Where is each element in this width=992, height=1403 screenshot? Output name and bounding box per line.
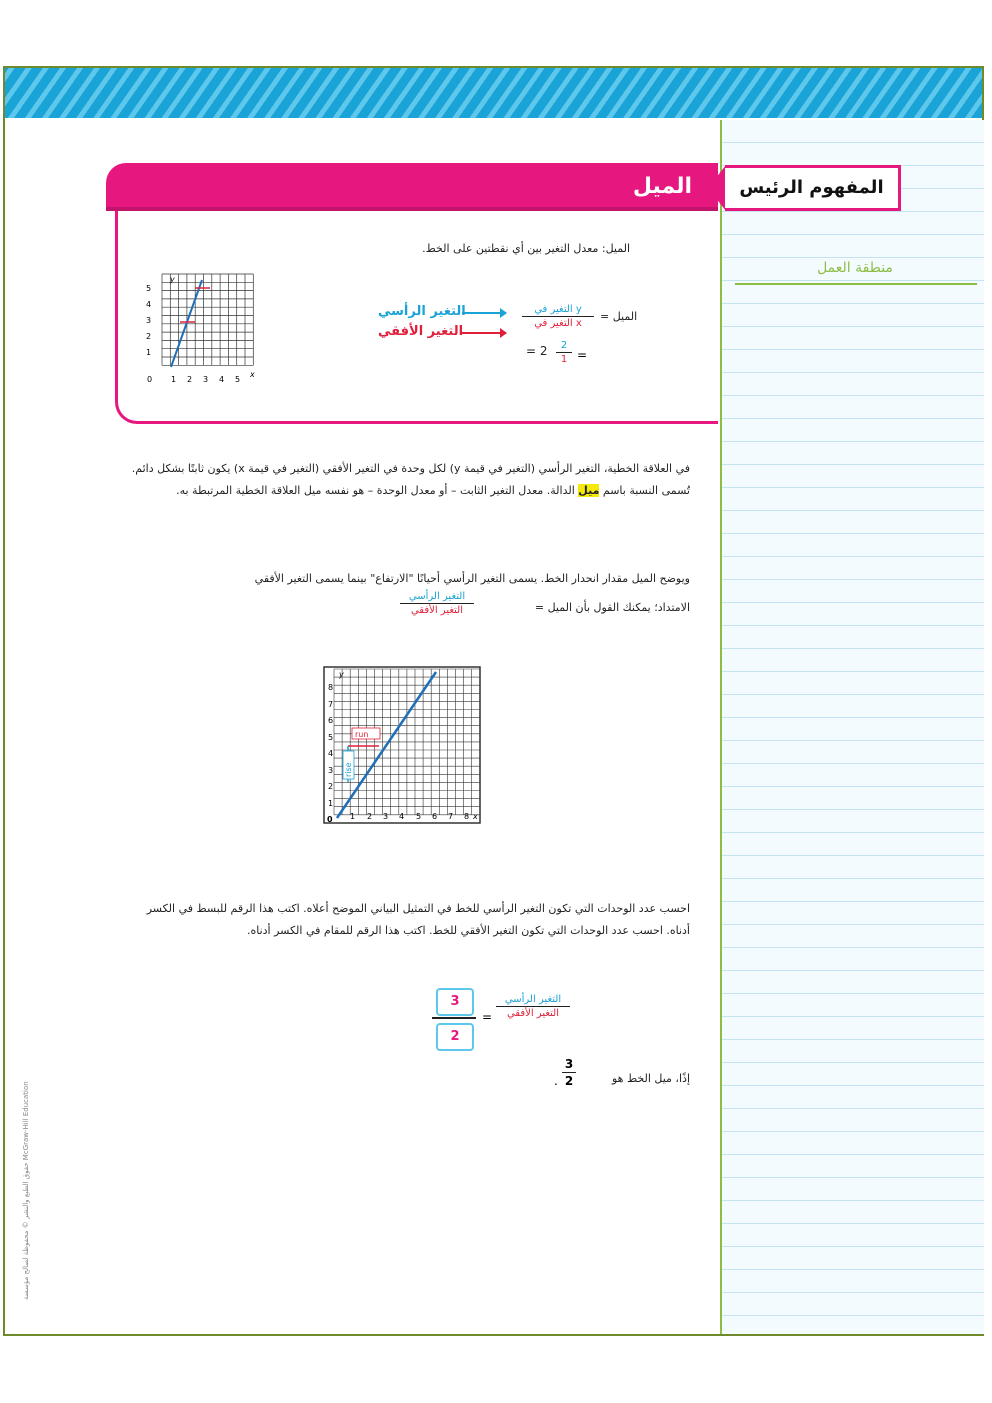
work-area-label: منطقة العمل (817, 260, 893, 276)
rise-label: rise (344, 762, 353, 777)
paragraph-steepness-line2: الامتداد؛ يمكنك القول بأن الميل = (534, 601, 690, 614)
big-y-tick: 7 (328, 700, 334, 709)
small-graph-y-tick: 3 (146, 316, 152, 325)
concept-title: الميل (632, 174, 693, 199)
slope-eq-label: الميل = (600, 310, 638, 323)
rise-run-graph-frame (324, 667, 480, 823)
steepness-numerator: التغير الرأسي (408, 591, 466, 602)
keyword-slope: ميل (578, 484, 600, 497)
answer-word-fraction (496, 994, 570, 1019)
change-in-x: التغير في x (534, 318, 582, 329)
slope-definition: الميل: معدل التغير بين أي نقطتين على الخط. (422, 242, 630, 255)
para1-after: الدالة. معدل التغير الثابت – أو معدل الوحدة – هو نفسه ميل العلاقة الخطية المرتبطة به. (176, 484, 575, 497)
slope-result: = 2 (526, 344, 548, 358)
para1-before: في العلاقة الخطية، التغير الرأسي (التغير في قيمة y) لكل وحدة في التغير الأفقي (التغير في قيمة x) يكون ثابتًا بشكل دائم. تُسمى النسبة باسم (131, 462, 690, 497)
arrow-to-horizontal (462, 332, 506, 334)
rise-run-graph-grid (334, 669, 480, 815)
big-y-tick: 8 (328, 683, 334, 692)
paragraph-instructions: احسب عدد الوحدات التي تكون التغير الرأسي للخط في التمثيل البياني الموضح أعلاه. اكتب هذا الرقم للبسط في الكسر أدناه. احسب عدد الوحدات التي تكون التغير الأفقي للخط. اكتب هذا الرقم للمقام في الكسر أدناه. (146, 902, 690, 937)
rise-run-graph-x-axis: x (473, 812, 478, 821)
small-graph-y-tick: 4 (146, 300, 152, 309)
run-label: run (355, 730, 369, 739)
notes-column (720, 120, 984, 1334)
big-x-tick: 2 (367, 812, 373, 821)
big-x-tick: 5 (416, 812, 422, 821)
small-graph-y-tick: 1 (146, 348, 152, 357)
ratio-denominator: 1 (560, 354, 568, 365)
big-x-tick: 8 (464, 812, 470, 821)
rise-run-graph (320, 665, 485, 827)
answer-equals: = (482, 1010, 493, 1024)
conclusion-text: إذًا، ميل الخط هو (611, 1072, 690, 1085)
conclusion-den: 2 (564, 1074, 574, 1088)
numerator-answer-box (436, 988, 474, 1016)
small-graph-origin: 0 (147, 375, 153, 384)
small-graph-y-tick: 2 (146, 332, 152, 341)
small-graph-x-tick: 5 (235, 375, 241, 384)
steepness-denominator: التغير الأفقي (410, 605, 464, 616)
big-x-tick: 7 (448, 812, 454, 821)
paragraph-linear-relationship (130, 458, 690, 502)
small-graph-x-tick: 1 (171, 375, 177, 384)
small-graph (140, 270, 258, 388)
numerator-answer[interactable]: 3 (436, 988, 474, 1016)
small-graph-x-axis: x (250, 370, 255, 379)
change-in-y: التغير في y (534, 304, 582, 315)
ratio-equals: = (577, 348, 588, 362)
header-banner (5, 68, 982, 118)
big-y-tick: 2 (328, 782, 334, 791)
paragraph-steepness-line1: ويوضح الميل مقدار انحدار الخط. يسمى التغير الرأسي أحيانًا "الارتفاع" بينما يسمى التغير الأفقي (254, 572, 690, 585)
conclusion-fraction (562, 1057, 576, 1088)
concept-tag: المفهوم الرئيس (725, 165, 901, 211)
small-graph-y-axis: y (170, 275, 175, 284)
concept-tag-arrow (708, 165, 726, 211)
denominator-answer[interactable]: 2 (436, 1023, 474, 1051)
rise-run-line (337, 672, 436, 818)
big-y-tick: 4 (328, 749, 334, 758)
answer-horizontal: التغير الأفقي (506, 1008, 560, 1019)
big-x-tick: 3 (383, 812, 389, 821)
denominator-answer-box (436, 1023, 474, 1051)
slope-eq-fraction (522, 304, 594, 329)
small-graph-x-tick: 4 (219, 375, 225, 384)
slope-ratio-fraction (556, 340, 572, 365)
big-y-tick: 1 (328, 799, 334, 808)
rise-run-graph-y-axis: y (339, 670, 344, 679)
conclusion-num: 3 (564, 1057, 574, 1071)
big-y-tick: 5 (328, 733, 334, 742)
steepness-fraction (400, 591, 474, 616)
copyright-credit: حقوق الطبع والنشر © محفوظة لصالح مؤسسة McGraw-Hill Education (22, 1081, 30, 1300)
conclusion-period: . (554, 1074, 558, 1088)
ratio-numerator: 2 (560, 340, 568, 351)
big-y-tick: 6 (328, 716, 334, 725)
arrow-to-vertical (462, 312, 506, 314)
answer-vertical: التغير الرأسي (504, 994, 562, 1005)
rise-run-graph-origin: 0 (327, 815, 333, 824)
work-area-underline (735, 283, 977, 285)
big-x-tick: 6 (432, 812, 438, 821)
small-graph-y-tick: 5 (146, 284, 152, 293)
small-graph-x-tick: 3 (203, 375, 209, 384)
vertical-change-word: التغير الرأسي (378, 304, 466, 319)
big-x-tick: 1 (350, 812, 356, 821)
small-graph-x-tick: 2 (187, 375, 193, 384)
big-x-tick: 4 (399, 812, 405, 821)
big-y-tick: 3 (328, 766, 334, 775)
horizontal-change-word: التغير الأفقي (378, 324, 464, 339)
answer-fraction-bar (432, 1017, 476, 1019)
